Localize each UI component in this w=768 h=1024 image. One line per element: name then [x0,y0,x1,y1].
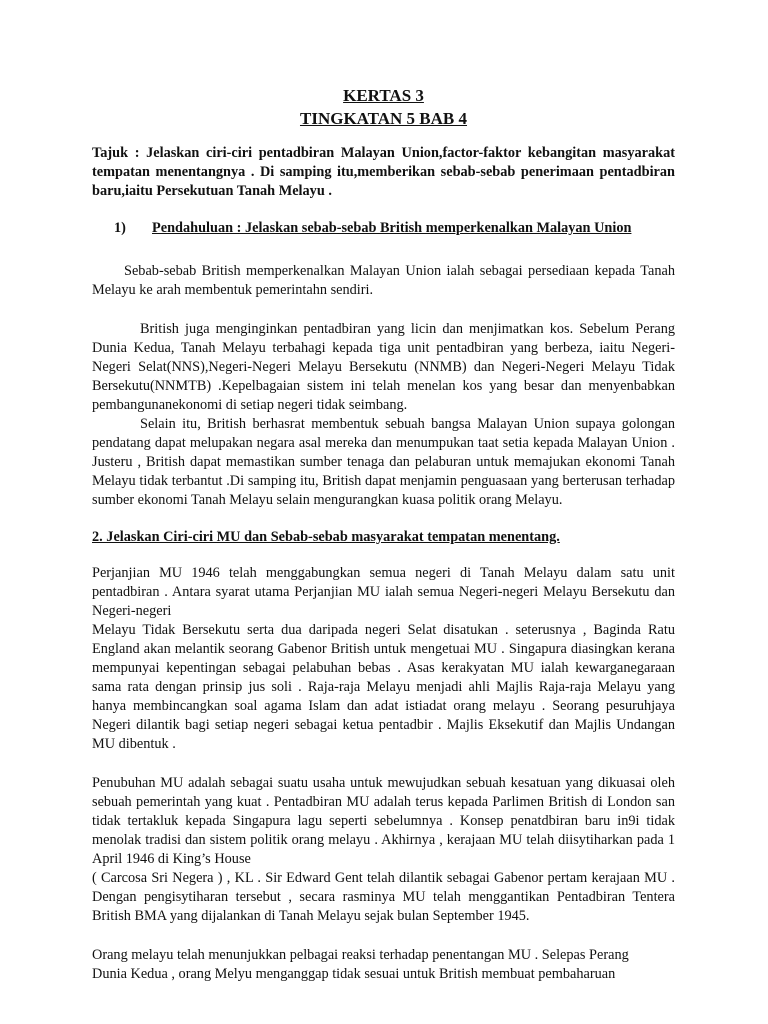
section-1-number: 1) [114,220,126,236]
tajuk-paragraph: Tajuk : Jelaskan ciri-ciri pentadbiran Malayan Union,factor-faktor kebangitan masyarakat tempatan menentangnya . Di samping itu,memberikan sebab-sebab penerimaan pentadbiran baru,iaitu Persekutuan Tanah Melayu . [92,145,675,199]
section-1-heading [92,219,675,238]
title-line-2: TINGKATAN 5 BAB 4 [299,109,468,128]
section-1-paragraph-2: British juga menginginkan pentadbiran yang licin dan menjimatkan kos. Sebelum Perang Dunia Kedua, Tanah Melayu terbahagi kepada tiga unit pentadbiran yang berbeza, iaitu Negeri-Negeri Selat(NNS),Negeri-Negeri Melayu Bersekutu (NNMB) dan Negeri-Negeri Melayu Tidak Bersekutu(NNMTB) .Kepelbagaian sistem ini telah menelan kos yang besar dan menyenbabkan pembangunanekonomi di setiap negeri tidak seimbang. [92,321,675,413]
section-2-paragraph-2a: Penubuhan MU adalah sebagai suatu usaha untuk mewujudkan sebuah kesatuan yang dikuasai oleh sebuah pemerintah yang kuat . Pentadbiran MU adalah terus kepada Parlimen British di London san tidak tertakluk kepada Singapura lagu seperti sebelumnya . Konsep penatdbiran baru in9i tidak menolak tradisi dan sistem politik orang melayu . Akhirnya , kerajaan MU telah diisytiharkan pada 1 April 1946 di King’s House [92,775,675,867]
document-page [92,84,675,984]
title-line-1: KERTAS 3 [343,86,424,105]
section-1-paragraph-1: Sebab-sebab British memperkenalkan Malayan Union ialah sebagai persediaan kepada Tanah Melayu ke arah membentuk pemerintahn sendiri. [92,263,675,298]
section-1-heading-text: Pendahuluan : Jelaskan sebab-sebab British memperkenalkan Malayan Union [152,220,632,236]
section-2-paragraph-1a: Perjanjian MU 1946 telah menggabungkan semua negeri di Tanah Melayu dalam satu unit pentadbiran . Antara syarat utama Perjanjian MU ialah semua Negeri-negeri Melayu Bersekutu dan Negeri-negeri [92,565,675,619]
section-2-heading: 2. Jelaskan Ciri-ciri MU dan Sebab-sebab masyarakat tempatan menentang. [92,529,560,545]
section-2-paragraph-3a: Orang melayu telah menunjukkan pelbagai reaksi terhadap penentangan MU . Selepas Perang [92,947,629,963]
section-2-paragraph-1b: Melayu Tidak Bersekutu serta dua daripada negeri Selat disatukan . seterusnya , Baginda Ratu England akan melantik seorang Gabenor British untuk mengetuai MU . Singapura diasingkan kerana mempunyai kepentingan sebagai pelabuhan bebas . Asas kerakyatan MU ialah kewarganegaraan sama rata dengan prinsip jus soli . Raja-raja Melayu menjadi ahli Majlis Raja-raja Melayu yang hanya membincangkan soal agama Islam dan adat istiadat orang melayu . Seorang pesuruhjaya Negeri dilantik bagi setiap negeri sebagai ketua pentadbir . Majlis Eksekutif dan Majlis Undangan MU dibentuk . [92,622,675,752]
section-2-paragraph-2b: ( Carcosa Sri Negera ) , KL . Sir Edward Gent telah dilantik sebagai Gabenor pertam kerajaan MU . Dengan pengisytiharan tersebut , secara rasminya MU telah menggantikan Pentadbiran Tentera British BMA yang dijalankan di Tanah Melayu sejak bulan September 1945. [92,870,675,924]
section-2-paragraph-3b: Dunia Kedua , orang Melyu menganggap tidak sesuai untuk British membuat pembaharuan [92,966,616,982]
section-1-paragraph-3: Selain itu, British berhasrat membentuk sebuah bangsa Malayan Union supaya golongan pendatang dapat melupakan negara asal mereka dan menumpukan taat setia kepada Malayan Union . Justeru , British dapat memastikan sumber tenaga dan pelaburan untuk memajukan ekonomi Tanah Melayu tidak terbantut .Di samping itu, British dapat menjamin penguasaan yang berterusan terhadap sumber ekonomi Tanah Melayu selain mengurangkan kuasa politik orang Melayu. [92,416,675,508]
